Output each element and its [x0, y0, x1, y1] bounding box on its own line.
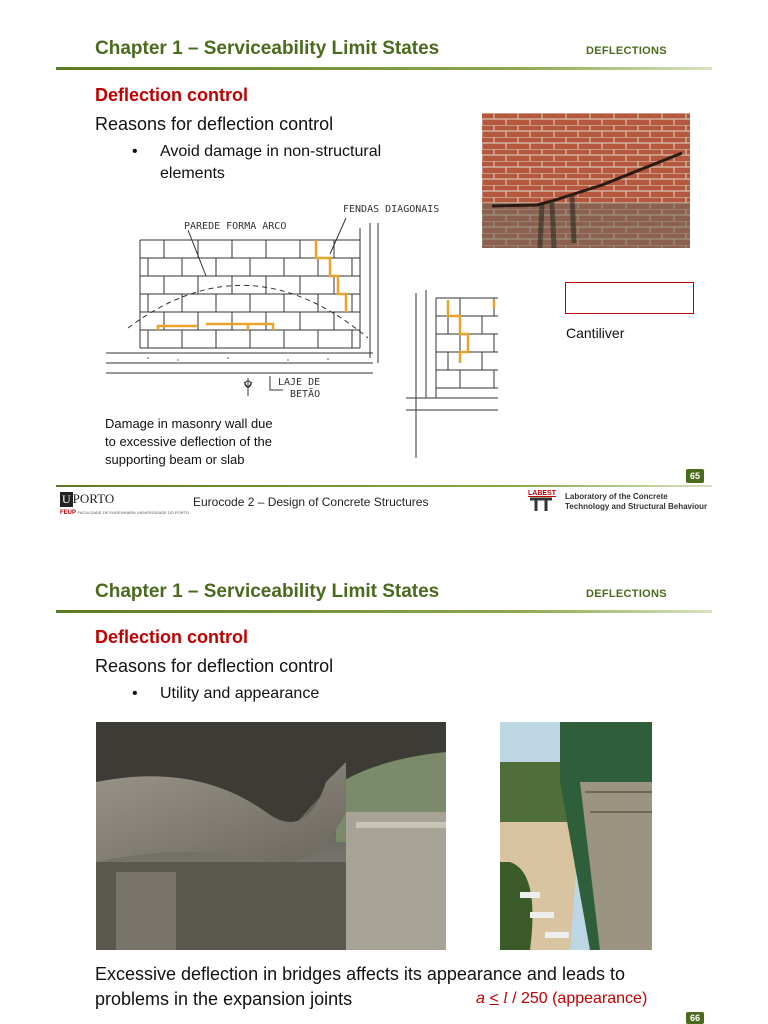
feup-subtext: FACULDADE DE ENGENHARIA UNIVERSIDADE DO PORTO — [77, 510, 190, 515]
sketch-label-arch-wall: PAREDE FORMA ARCO — [184, 221, 287, 232]
formula-a: a — [476, 990, 485, 1007]
lab-line2: Technology and Structural Behaviour — [565, 502, 708, 511]
slide2-page-number: 66 — [686, 1012, 704, 1024]
bridge-deflection-photo — [96, 722, 446, 950]
sketch-label-diagonal-cracks: FENDAS DIAGONAIS — [343, 204, 440, 215]
uporto-logo — [60, 490, 190, 520]
slide1-footer-text: Eurocode 2 – Design of Concrete Structures — [193, 495, 429, 509]
feup-text: FEUP — [60, 510, 76, 516]
slide1-heading: Deflection control — [95, 85, 249, 105]
slide2-bullet-1: Utility and appearance — [160, 685, 320, 702]
uporto-logo-u: U — [62, 492, 71, 506]
formula-rest: / 250 (appearance) — [512, 990, 648, 1007]
slide1-bullet-icon: • — [132, 143, 138, 160]
labest-logo-text: LABEST — [528, 490, 556, 497]
slide1-footer-rule — [56, 485, 712, 487]
sketch-label-slab-1: LAJE DE — [278, 377, 321, 388]
cantilever-label: Cantiliver — [566, 325, 625, 341]
deflection-formula — [476, 990, 647, 1008]
cracked-brick-wall-photo — [482, 113, 690, 248]
slide2-bottom-line1: Excessive deflection in bridges affects its appearance and leads to — [95, 964, 625, 984]
slide2-header-rule — [56, 610, 712, 613]
slide2-section-label: DEFLECTIONS — [586, 588, 667, 600]
slide1-caption-line2: to excessive deflection of the — [105, 434, 272, 449]
slide2-subheading: Reasons for deflection control — [95, 656, 334, 676]
formula-leq: < — [489, 990, 499, 1007]
empty-red-box — [565, 282, 694, 314]
slide2-heading: Deflection control — [95, 627, 249, 647]
slide2-bullet-icon: • — [132, 685, 138, 702]
slide1-bullet-line2: elements — [160, 165, 225, 182]
slide1-bullet-line1: Avoid damage in non-structural — [160, 143, 382, 160]
uporto-logo-text: PORTO — [72, 491, 115, 506]
slide1-caption-line1: Damage in masonry wall due — [105, 416, 273, 431]
slide1-page-number: 65 — [686, 469, 704, 483]
formula-l: l — [503, 990, 508, 1007]
sketch-label-slab-2: BETÃO — [290, 389, 321, 400]
slide1-section-label: DEFLECTIONS — [586, 45, 667, 57]
bridge-side-photo — [500, 722, 652, 950]
slide1-subheading: Reasons for deflection control — [95, 114, 334, 134]
slide1-header-rule — [56, 67, 712, 70]
lab-line1: Laboratory of the Concrete — [565, 492, 668, 501]
slide2-bottom-line2: problems in the expansion joints — [95, 989, 353, 1009]
slide1-chapter-title: Chapter 1 – Serviceability Limit States — [95, 38, 440, 59]
labest-logo — [528, 490, 558, 516]
slide1-caption-line3: supporting beam or slab — [105, 452, 245, 467]
slide2-chapter-title: Chapter 1 – Serviceability Limit States — [95, 581, 440, 602]
